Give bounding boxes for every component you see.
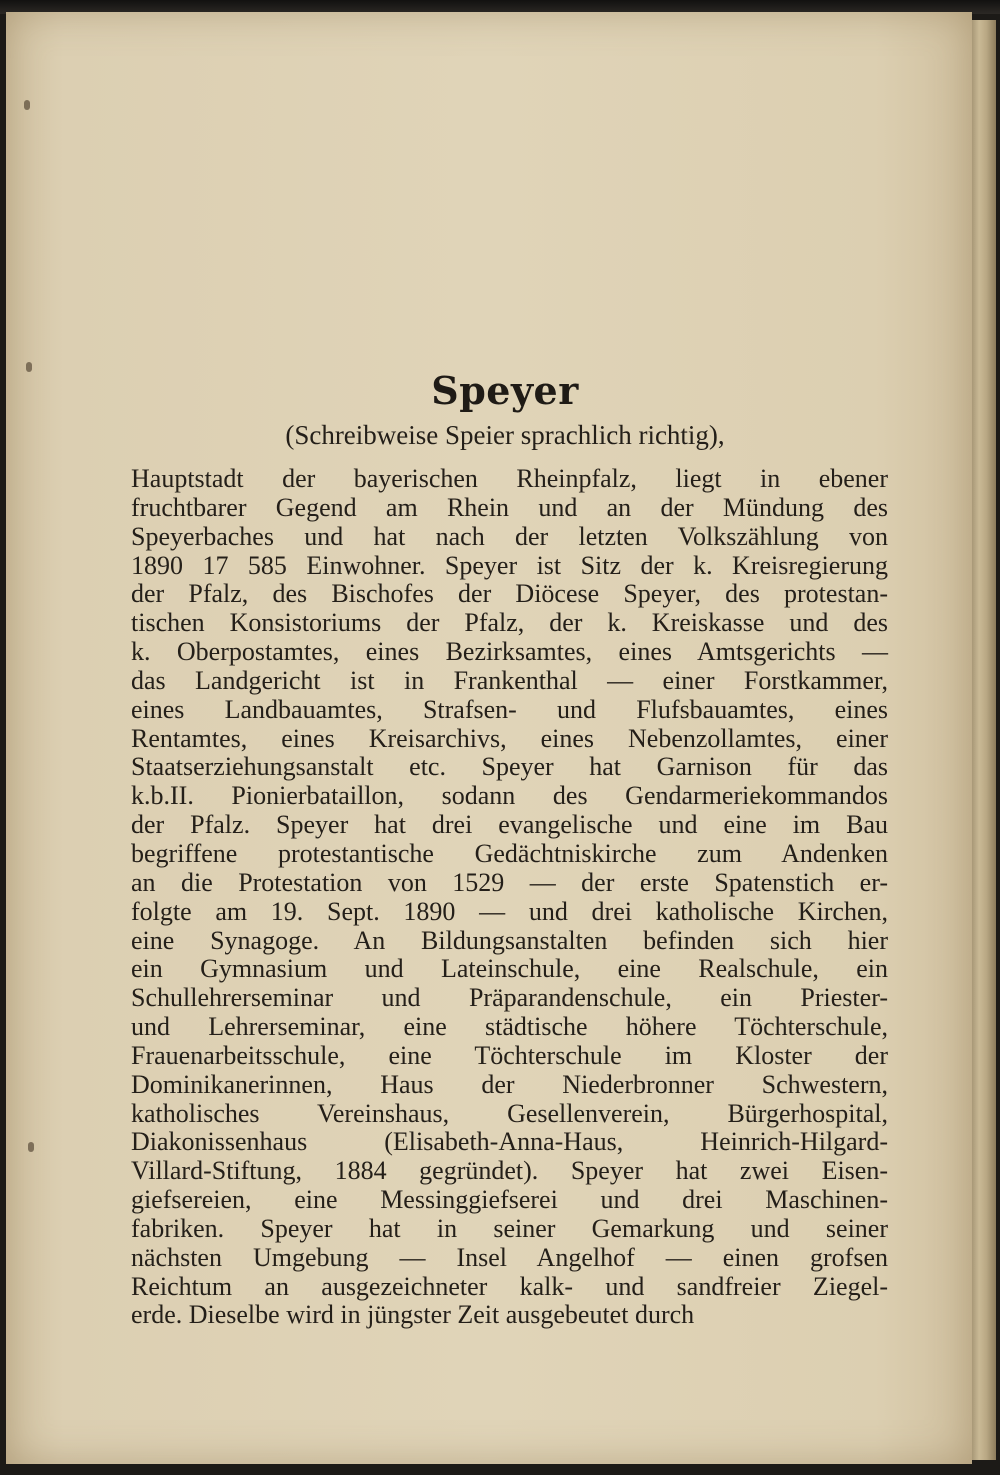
- text-line: und Lehrerseminar, eine städtische höhere Töchterschule,: [131, 1012, 888, 1042]
- page-title: Speyer: [431, 368, 579, 413]
- text-line: Frauenarbeitsschule, eine Töchterschule im Kloster der: [131, 1040, 888, 1070]
- text-line: ein Gymnasium und Lateinschule, eine Realschule, ein: [131, 954, 888, 984]
- text-line: nächsten Umgebung — Insel Angelhof — einen grofsen: [131, 1242, 888, 1272]
- text-line: der Pfalz, des Bischofes der Diöcese Speyer, des protestan-: [131, 579, 888, 609]
- text-line: das Landgericht ist in Frankenthal — einer Forstkammer,: [131, 665, 888, 695]
- text-line: Staatserziehungsanstalt etc. Speyer hat Garnison für das: [131, 752, 888, 782]
- text-line: 1890 17 585 Einwohner. Speyer ist Sitz der k. Kreisregierung: [131, 550, 888, 580]
- text-line: Villard-Stiftung, 1884 gegründet). Speyer hat zwei Eisen-: [131, 1156, 888, 1186]
- margin-mark: [24, 100, 30, 110]
- text-line: tischen Konsistoriums der Pfalz, der k. Kreiskasse und des: [131, 608, 888, 638]
- text-line: katholisches Vereinshaus, Gesellenverein, Bürgerhospital,: [131, 1098, 888, 1128]
- text-line: fruchtbarer Gegend am Rhein und an der Mündung des: [131, 492, 888, 522]
- page-subtitle: (Schreibweise Speier sprachlich richtig),: [285, 420, 725, 450]
- text-line: Hauptstadt der bayerischen Rheinpfalz, liegt in ebener: [131, 464, 888, 493]
- text-line: Speyerbaches und hat nach der letzten Volkszählung von: [131, 521, 888, 551]
- text-line: Diakonissenhaus (Elisabeth-Anna-Haus, Heinrich-Hilgard-: [131, 1127, 888, 1157]
- text-line: k.b.II. Pionierbataillon, sodann des Gendarmeriekommandos: [131, 781, 888, 811]
- text-line: der Pfalz. Speyer hat drei evangelische und eine im Bau: [131, 810, 888, 840]
- text-line: Reichtum an ausgezeichneter kalk- und sandfreier Ziegel-: [131, 1271, 888, 1301]
- text-line: an die Protestation von 1529 — der erste Spatenstich er-: [131, 867, 888, 897]
- text-line: k. Oberpostamtes, eines Bezirksamtes, eines Amtsgerichts —: [131, 637, 888, 667]
- text-line: fabriken. Speyer hat in seiner Gemarkung und seiner: [131, 1213, 888, 1243]
- text-line: Rentamtes, eines Kreisarchivs, eines Nebenzollamtes, einer: [131, 723, 888, 753]
- text-line: folgte am 19. Sept. 1890 — und drei katholische Kirchen,: [131, 896, 888, 926]
- text-line: Dominikanerinnen, Haus der Niederbronner Schwestern,: [131, 1069, 888, 1099]
- body-text: [131, 465, 888, 1330]
- text-line: eine Synagoge. An Bildungsanstalten befinden sich hier: [131, 925, 888, 955]
- page-stack-edge: [972, 20, 996, 1460]
- text-line: Schullehrerseminar und Präparandenschule, ein Priester-: [131, 983, 888, 1013]
- text-line: begriffene protestantische Gedächtniskirche zum Andenken: [131, 838, 888, 868]
- margin-mark: [28, 1142, 34, 1152]
- text-line: eines Landbauamtes, Strafsen- und Flufsbauamtes, eines: [131, 694, 888, 724]
- text-line: giefsereien, eine Messinggiefserei und drei Maschinen-: [131, 1185, 888, 1215]
- text-line: erde. Dieselbe wird in jüngster Zeit ausgebeutet durch: [131, 1300, 695, 1330]
